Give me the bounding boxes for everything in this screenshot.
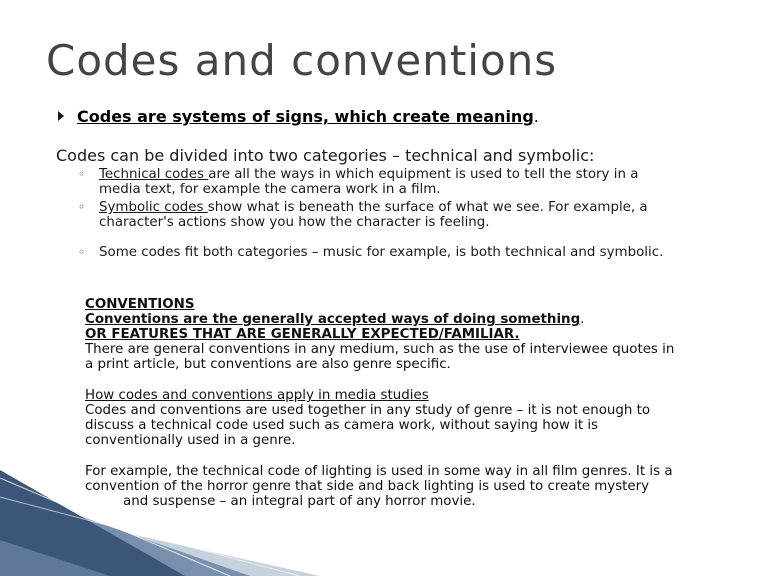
conventions-para2-line3: conventionally used in a genre. [85, 433, 296, 448]
both-categories-text: Some codes fit both categories – music for example, is both technical and symbolic. [99, 245, 664, 260]
sub-bullet-text [99, 200, 744, 230]
conventions-caps-line: OR FEATURES THAT ARE GENERALLY EXPECTED/FAMILIAR. [85, 327, 520, 342]
arrow-bullet-icon [58, 111, 64, 121]
slide-title: Codes and conventions [46, 36, 558, 85]
conventions-heading: CONVENTIONS [85, 297, 195, 312]
technical-codes-line1: are all the ways in which equipment is used to tell the story in a [208, 167, 639, 182]
technical-codes-term: Technical codes [99, 167, 209, 182]
conventions-para3-line3: and suspense – an integral part of any horror movie. [123, 494, 476, 509]
symbolic-codes-term: Symbolic codes [99, 200, 208, 215]
conventions-definition-suffix: . [580, 312, 585, 327]
conventions-para1-line2: a print article, but conventions are also genre specific. [85, 357, 451, 372]
symbolic-codes-line2: character's actions show you how the character is feeling. [99, 215, 490, 230]
conventions-definition: Conventions are the generally accepted ways of doing something [85, 312, 581, 327]
sub-bullet-text [99, 167, 744, 197]
technical-codes-line2: media text, for example the camera work in a film. [99, 182, 441, 197]
conventions-para2-line2: discuss a technical code used such as camera work, without saying how it is [85, 418, 599, 433]
intro-text: Codes can be divided into two categories – technical and symbolic: [56, 146, 595, 165]
circle-bullet-icon: ◦ [78, 245, 86, 259]
how-codes-heading: How codes and conventions apply in media studies [85, 388, 429, 403]
codes-definition-suffix: . [533, 107, 539, 126]
circle-bullet-icon: ◦ [78, 200, 86, 214]
main-bullet-text [77, 107, 539, 126]
conventions-para3-line2: convention of the horror genre that side and back lighting is used to create mystery [85, 479, 650, 494]
conventions-para1-line1: There are general conventions in any medium, such as the use of interviewee quotes in [85, 342, 675, 357]
conventions-section [85, 297, 745, 509]
codes-definition: Codes are systems of signs, which create meaning [77, 107, 534, 126]
circle-bullet-icon: ◦ [78, 167, 86, 181]
conventions-para2-line1: Codes and conventions are used together in any study of genre – it is not enough to [85, 403, 651, 418]
symbolic-codes-line1: show what is beneath the surface of what we see. For example, a [207, 200, 648, 215]
conventions-para3-line1: For example, the technical code of lighting is used in some way in all film genres. It is a [85, 464, 673, 479]
conventions-definition-line [85, 312, 745, 327]
